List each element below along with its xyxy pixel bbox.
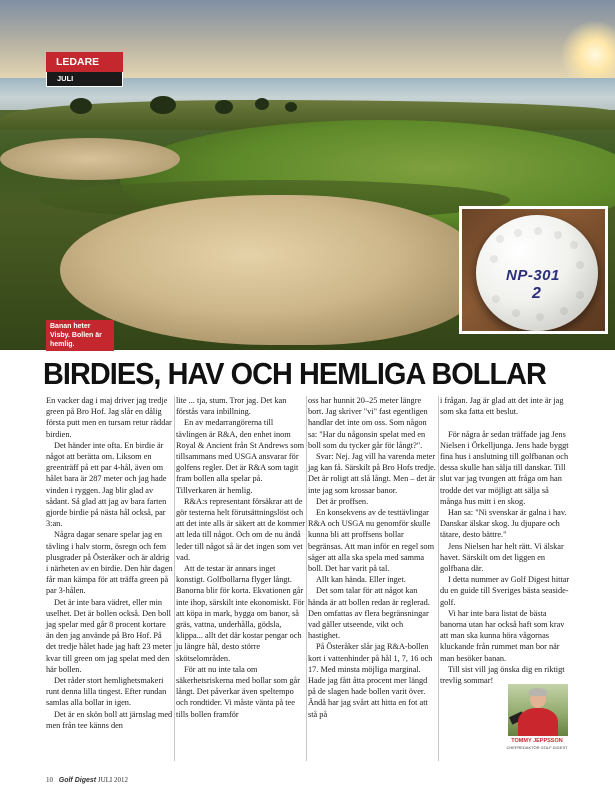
bunker	[0, 138, 180, 180]
paragraph: i frågan. Jag är glad att det inte är jag som ska fatta ett beslut.	[440, 396, 564, 417]
magazine-name: Golf Digest	[58, 777, 97, 784]
golf-ball-inset	[459, 206, 608, 334]
column-divider	[306, 396, 307, 761]
photo-caption: Banan heter Visby. Bollen är hemlig.	[46, 320, 114, 351]
paragraph: oss har hunnit 20–25 meter längre bort. Jag skriver "vi" fast egentligen handlar det inte om oss. Som någon sa: "Har du någonsin spelat med en boll som du tycker går för långt?".	[308, 396, 428, 450]
bunker	[60, 195, 480, 345]
author-portrait	[508, 684, 568, 736]
paragraph: Jens Nielsen har helt rätt. Vi älskar havet. Särskilt om det liggen en golfbana där.	[440, 541, 564, 574]
paragraph: Att de testar är annars inget konstigt. Golfbollarna flyger långt. Banorna blir för korta. Ekvationen går inte ihop, särskilt inte ekonomiskt. För att köpa in mark, bygga om banor, så gräs, vattna, underhålla, gödsla, klippa... allt det där kostar pengar och ju längre hål, desto större skötselområden.	[176, 564, 305, 663]
text-column-3	[308, 395, 437, 720]
tree	[215, 100, 233, 114]
paragraph: Till sist vill jag önska dig en riktigt trevlig sommar!	[440, 664, 565, 686]
paragraph: För några år sedan träffade jag Jens Nielsen i Örkelljunga. Jens hade byggt fina hus i anslutning till golfbanan och dessa skulle han sälja till danskar. Till slut var jag tvungen att fråga om han trodde det var möjligt att sälja så många hus mitt i en skog.	[440, 429, 569, 506]
section-tag	[46, 52, 123, 87]
paragraph: En av medarrangörerna till tävlingen är R&A, den enhet inom Royal & Ancient från St Andrews som tillsammans med USGA ansvarar för golfens regler. Det är R&A som tagit fram bollen alla spelar på. Tillverkaren är hemlig.	[176, 418, 305, 495]
section-issue: JULI	[46, 72, 123, 87]
paragraph: Svar: Nej. Jag vill ha varenda meter jag kan få. Särskilt på Bro Hofs tredje. Det är roligt att slå långt. Men – det är inte jag som krossar banor.	[308, 452, 436, 495]
paragraph: Några dagar senare spelar jag en tävling i halv storm, ösregn och fem plusgrader på Österåker och är aldrig i närheten av en birdie. Den här dagen får man kämpa för att träffa green på par 3-hålen.	[46, 530, 173, 596]
tree	[255, 98, 269, 110]
column-divider	[438, 396, 439, 761]
tree	[285, 102, 297, 112]
golf-ball	[476, 215, 598, 331]
paragraph: Vi har inte bara listat de bästa banorna utan har också haft som krav att man ska kunna höra vågornas kluckande från rummet man bor när man besöker banan.	[440, 608, 565, 663]
paragraph: I detta nummer av Golf Digest hittar du en guide till Sveriges bästa seaside-golf.	[440, 575, 570, 607]
tree	[70, 98, 92, 114]
paragraph: En konsekvens av de testtävlingar R&A och USGA nu genomför skulle kunna bli att proffsens bollar begränsas. Att man inför en regel som säger att alla ska spela med samma boll. Det har varit på tal.	[308, 508, 435, 574]
paragraph: Han sa: "Ni svenskar är galna i hav. Danskar älskar skog. Ju djupare och tätare, desto bättre."	[440, 508, 567, 540]
author-role: CHEFREDAKTÖR GOLF DIGEST	[506, 745, 568, 750]
tree	[150, 96, 176, 114]
paragraph: lite ... tja, stum. Tror jag. Det kan förstås vara inbillning.	[176, 396, 287, 417]
paragraph: Det är en skön boll att järnslag med men från tee känns den	[46, 709, 173, 730]
paragraph: Det händer inte ofta. En birdie är något att berätta om. Liksom en greenträff på ett par 4-hål, även om hålet bara är 287 meter och jag hade vinden i ryggen. Jag blir glad av sådant. Så glad att jag av bara farten gjorde birdie på nästa hål också, par 3:an.	[46, 440, 167, 529]
paragraph: För att nu inte tala om säkerhetsriskerna med bollar som går långt. Det påverkar även speltempo och rondtider. Vi måste vänta på tee tills bollen framför	[176, 664, 300, 719]
paragraph: En vacker dag i maj driver jag tredje green på Bro Hof. Jag slår en dålig första putt men en tursam retur räddar birdien.	[46, 396, 172, 439]
paragraph: R&A:s representant försäkrar att de gör testerna helt förutsättningslöst och att det inte alls är säkert att de kommer att leda till något. Och om de nu ändå leder till något så är det ingen som vet vad.	[176, 496, 306, 562]
ball-model-text: NP-301	[506, 267, 560, 284]
paragraph: Det är inte bara vädret, eller min uselhet. Det är bollen också. Den boll jag spelar med går 8 procent kortare än den jag använde på Bro Hof. På det tredje hålet hade jag haft 23 meter kvar till green om jag spelat med den här bollen.	[46, 597, 172, 674]
paragraph: På Österåker slår jag R&A-bollen kort i vattenhinder på hål 1, 7, 16 och 17. Med minsta möjliga marginal. Hade jag fått åtta procent mer längd på de slagen hade bollen varit över. Ändå har jag svårt att hitta en fot att stå på	[308, 642, 433, 719]
paragraph: Allt kan hända. Eller inget.	[316, 575, 406, 585]
text-column-2	[176, 395, 305, 720]
footer-issue: JULI 2012	[97, 776, 128, 784]
headline: BIRDIES, HAV OCH HEMLIGA BOLLAR	[43, 356, 546, 391]
author-name: TOMMY JEPPSSON	[511, 738, 563, 744]
section-label: LEDARE	[46, 52, 123, 72]
paragraph	[440, 417, 570, 428]
paragraph: Det är proffsen.	[316, 496, 369, 506]
paragraph: Det som talar för att något kan hända är att bollen redan är reglerad. Den omfattas av flera begränsningar vad gäller utseende, vikt och hastighet.	[308, 586, 430, 641]
text-column-1	[46, 395, 173, 731]
ball-number: 2	[532, 285, 541, 302]
paragraph: Det råder stort hemlighetsmakeri runt denna lilla tingest. Efter rundan samlas alla bollar in igen.	[46, 676, 167, 708]
page-number: 10	[46, 776, 53, 784]
page-footer	[46, 776, 128, 784]
column-divider	[174, 396, 175, 761]
text-column-4	[440, 395, 570, 686]
